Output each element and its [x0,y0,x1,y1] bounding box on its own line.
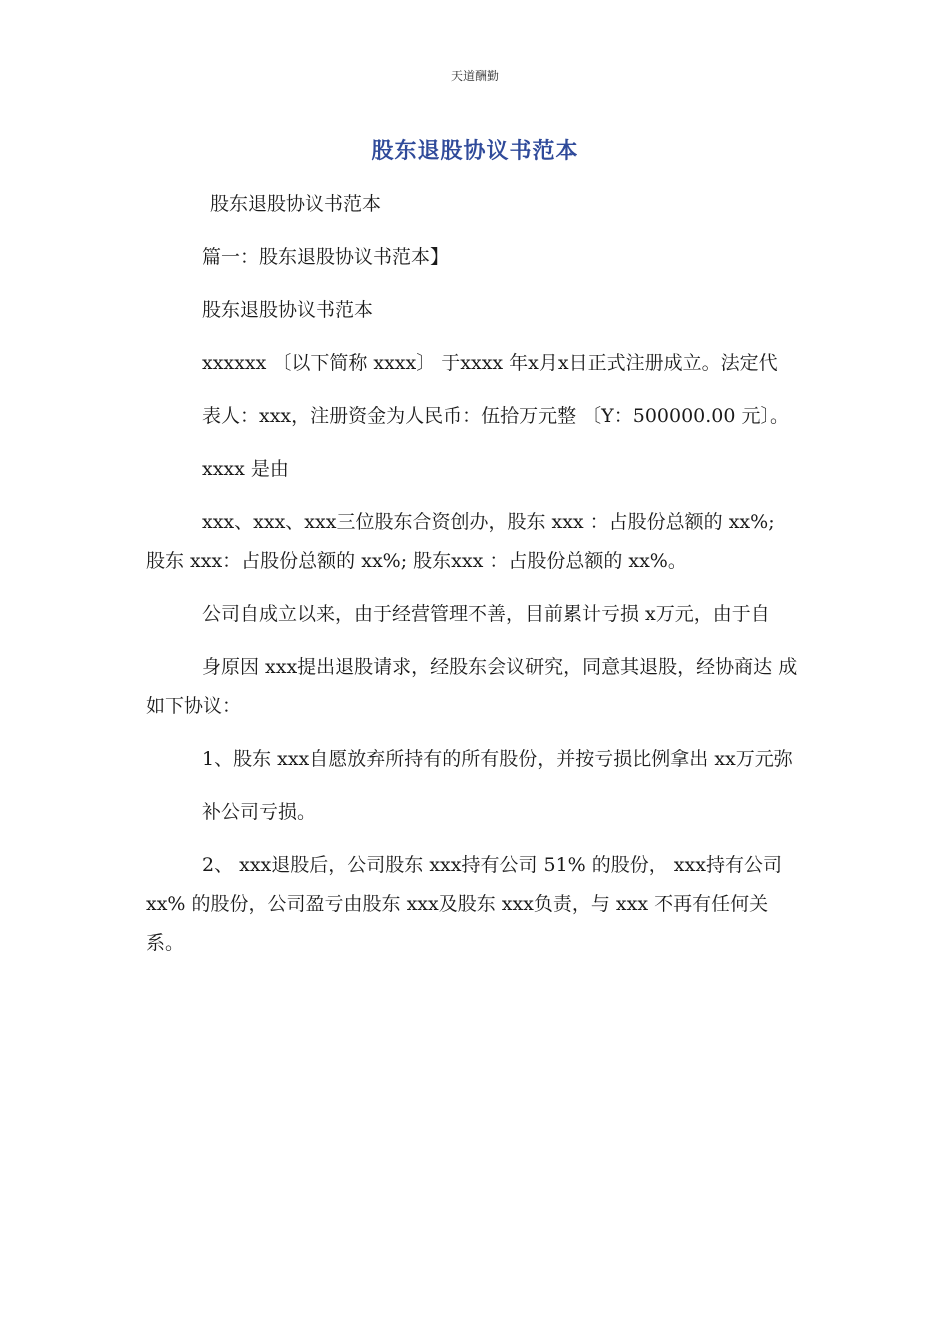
paragraph-7: xxx、xxx、xxx三位股东合资创办，股东 xxx ：占股份总额的 xx%; 股东 xxx：占股份总额的 xx%; 股东xxx ：占股份总额的 xx%。 [146,511,775,572]
paragraph-1: 股东退股协议书范本 [210,193,382,215]
paragraph-2: 篇一：股东退股协议书范本】 [202,246,450,268]
paragraph-11: 补公司亏损。 [202,801,317,823]
paragraph-8: 公司自成立以来，由于经营管理不善，目前累计亏损 x万元，由于自 [202,603,770,625]
paragraph-5: 表人：xxx，注册资金为人民币：伍拾万元整 〔Y：500000.00 元〕。 [202,405,790,427]
document-body [146,185,798,977]
paragraph-6: xxxx 是由 [202,458,289,480]
paragraph-3: 股东退股协议书范本 [202,299,374,321]
paragraph-9: 身原因 xxx提出退股请求，经股东会议研究，同意其退股，经协商达 成如下协议： [146,656,798,717]
paragraph-10: 1、股东 xxx自愿放弃所持有的所有股份，并按亏损比例拿出 xx万元弥 [202,748,793,770]
paragraph-12: 2、 xxx退股后，公司股东 xxx持有公司 51% 的股份， xxx持有公司 xx% 的股份，公司盈亏由股东 xxx及股东 xxx负责，与 xxx 不再有任何关系。 [146,854,782,954]
page-header: 天道酬勤 [450,69,499,83]
paragraph-4: xxxxxx 〔以下简称 xxxx〕 于xxxx 年x月x日正式注册成立。法定代 [202,352,778,374]
document-title: 股东退股协议书范本 [371,138,579,164]
